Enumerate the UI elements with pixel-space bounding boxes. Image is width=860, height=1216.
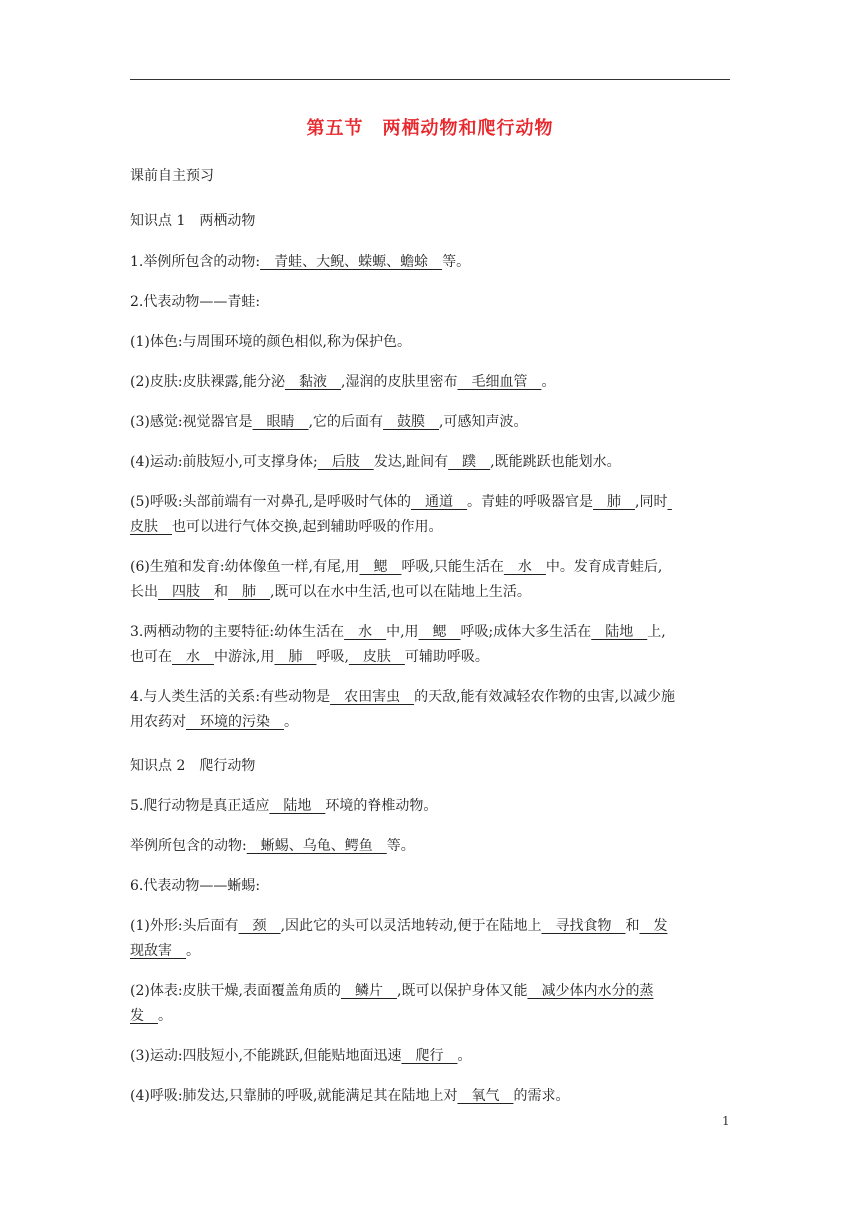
page-title: 第五节 两栖动物和爬行动物 <box>306 118 554 139</box>
text-segment: (6)生殖和发育:幼体像鱼一样,有尾,用 <box>130 559 360 575</box>
answer-blank: 肺 <box>593 494 635 510</box>
text-line <box>130 372 555 393</box>
answer-blank: 发 <box>639 918 668 934</box>
text-segment: 6.代表动物——蜥蜴: <box>130 878 261 894</box>
text-segment: 和 <box>214 584 228 600</box>
text-segment: 。 <box>158 1008 172 1024</box>
text-segment: (3)运动:四肢短小,不能跳跃,但能贴地面迅速 <box>130 1048 402 1064</box>
text-segment: 5.爬行动物是真正适应 <box>130 798 270 814</box>
answer-blank: 鼓膜 <box>383 414 440 430</box>
answer-blank: 农田害虫 <box>330 689 415 705</box>
answer-blank: 肺 <box>274 649 317 665</box>
text-line <box>130 517 442 538</box>
answer-blank: 后肢 <box>317 454 374 470</box>
text-segment: 知识点 2 爬行动物 <box>130 758 256 774</box>
page-number: 1 <box>722 1114 730 1128</box>
text-segment: 发达,趾间有 <box>373 454 449 470</box>
text-segment: (1)体色:与周围环境的颜色相似,称为保护色。 <box>130 334 411 350</box>
text-segment: ,它的后面有 <box>308 414 384 430</box>
text-segment: (4)运动:前肢短小,可支撑身体; <box>130 454 318 470</box>
text-line <box>130 1046 471 1067</box>
text-line <box>130 452 621 473</box>
text-segment: ,湿润的皮肤里密布 <box>341 374 458 390</box>
answer-blank: 鳞片 <box>341 983 397 999</box>
answer-blank: 毛细血管 <box>457 374 542 390</box>
text-segment: ,同时 <box>635 494 668 510</box>
text-segment: 课前自主预习 <box>130 168 214 184</box>
text-segment: 呼吸,只能生活在 <box>401 559 504 575</box>
text-segment: (5)呼吸:头部前端有一对鼻孔,是呼吸时气体的 <box>130 494 411 510</box>
text-segment: 。 <box>541 374 556 390</box>
answer-blank: 水 <box>172 649 214 665</box>
text-segment: (1)外形:头后面有 <box>130 918 239 934</box>
text-segment: ,因此它的头可以灵活地转动,便于在陆地上 <box>280 918 542 934</box>
text-segment: ,可感知声波。 <box>439 414 528 430</box>
text-segment: (2)皮肤:皮肤裸露,能分泌 <box>130 374 285 390</box>
answer-blank: 鳃 <box>418 624 461 640</box>
text-segment: 等。 <box>386 838 415 854</box>
text-segment: 。 <box>457 1048 472 1064</box>
text-segment: 中。发育成青蛙后, <box>545 559 663 575</box>
text-segment: 举例所包含的动物: <box>130 838 247 854</box>
text-line <box>130 687 675 708</box>
text-line <box>130 292 260 313</box>
answer-blank: 青蛙、大鲵、蝾螈、蟾蜍 <box>260 254 443 270</box>
text-line <box>130 166 214 187</box>
text-segment: 也可以进行气体交换,起到辅助呼吸的作用。 <box>172 519 443 535</box>
answer-blank: 蜥蜴、乌龟、鳄鱼 <box>246 838 387 854</box>
text-segment: (3)感觉:视觉器官是 <box>130 414 253 430</box>
answer-blank: 陆地 <box>591 624 648 640</box>
text-line <box>130 916 667 937</box>
text-segment: 和 <box>625 918 640 934</box>
answer-blank: 鳃 <box>359 559 402 575</box>
text-line <box>130 252 470 273</box>
text-line <box>130 647 489 668</box>
answer-blank: 肺 <box>228 584 270 600</box>
text-segment: ,既可以在水中生活,也可以在陆地上生活。 <box>270 584 531 600</box>
text-line <box>130 332 411 353</box>
text-line <box>130 492 672 513</box>
text-segment: 。青蛙的呼吸器官是 <box>467 494 593 510</box>
text-segment: 中游泳,用 <box>214 649 275 665</box>
text-segment: 中,用 <box>386 624 419 640</box>
answer-blank: 通道 <box>411 494 467 510</box>
answer-blank: 颈 <box>238 918 281 934</box>
text-segment: 等。 <box>442 254 471 270</box>
text-line <box>130 712 298 733</box>
text-segment: 1.举例所包含的动物: <box>130 254 261 270</box>
text-segment: (4)呼吸:肺发达,只靠肺的呼吸,就能满足其在陆地上对 <box>130 1088 458 1104</box>
text-segment: 知识点 1 两栖动物 <box>130 213 256 229</box>
answer-blank: 皮肤 <box>130 519 172 535</box>
text-segment: 的天敌,能有效减轻农作物的虫害,以减少施 <box>414 689 675 705</box>
answer-blank: 氧气 <box>457 1088 514 1104</box>
text-segment: (2)体表:皮肤干燥,表面覆盖角质的 <box>130 983 341 999</box>
text-segment: 长出 <box>130 584 158 600</box>
text-segment: 。 <box>186 943 200 959</box>
text-segment: 也可在 <box>130 649 172 665</box>
text-line <box>130 1006 172 1027</box>
text-line <box>130 876 260 897</box>
text-line <box>130 981 653 1002</box>
text-segment: ,既可以保护身体又能 <box>397 983 528 999</box>
text-segment: 用农药对 <box>130 714 186 730</box>
answer-blank: 水 <box>344 624 387 640</box>
answer-blank: 皮肤 <box>348 649 405 665</box>
text-segment: 2.代表动物——青蛙: <box>130 294 261 310</box>
answer-blank: 发 <box>130 1008 158 1024</box>
text-line <box>130 836 415 857</box>
text-segment: 的需求。 <box>513 1088 570 1104</box>
answer-blank: 蹼 <box>448 454 491 470</box>
text-line <box>130 557 662 578</box>
answer-blank: 陆地 <box>269 798 326 814</box>
text-line <box>130 1086 569 1107</box>
answer-blank <box>667 494 671 510</box>
text-line <box>130 211 255 232</box>
text-segment: 环境的脊椎动物。 <box>325 798 438 814</box>
text-line <box>130 796 437 817</box>
answer-blank: 环境的污染 <box>186 714 284 730</box>
text-line <box>130 756 255 777</box>
answer-blank: 水 <box>503 559 546 575</box>
text-line <box>130 582 531 603</box>
text-segment: 4.与人类生活的关系:有些动物是 <box>130 689 331 705</box>
text-line <box>130 941 200 962</box>
text-line <box>130 622 666 643</box>
text-segment: 上, <box>647 624 666 640</box>
text-segment: 呼吸;成体大多生活在 <box>460 624 592 640</box>
text-segment: 。 <box>284 714 298 730</box>
answer-blank: 眼睛 <box>252 414 309 430</box>
answer-blank: 现敌害 <box>130 943 186 959</box>
answer-blank: 减少体内水分的蒸 <box>527 983 654 999</box>
text-line <box>130 412 527 433</box>
answer-blank: 黏液 <box>285 374 341 390</box>
text-segment: ,既能跳跃也能划水。 <box>490 454 621 470</box>
answer-blank: 爬行 <box>401 1048 458 1064</box>
header-rule <box>130 79 730 80</box>
text-segment: 3.两栖动物的主要特征:幼体生活在 <box>130 624 345 640</box>
text-segment: 可辅助呼吸。 <box>404 649 489 665</box>
answer-blank: 寻找食物 <box>541 918 626 934</box>
text-segment: 呼吸, <box>316 649 349 665</box>
answer-blank: 四肢 <box>158 584 214 600</box>
